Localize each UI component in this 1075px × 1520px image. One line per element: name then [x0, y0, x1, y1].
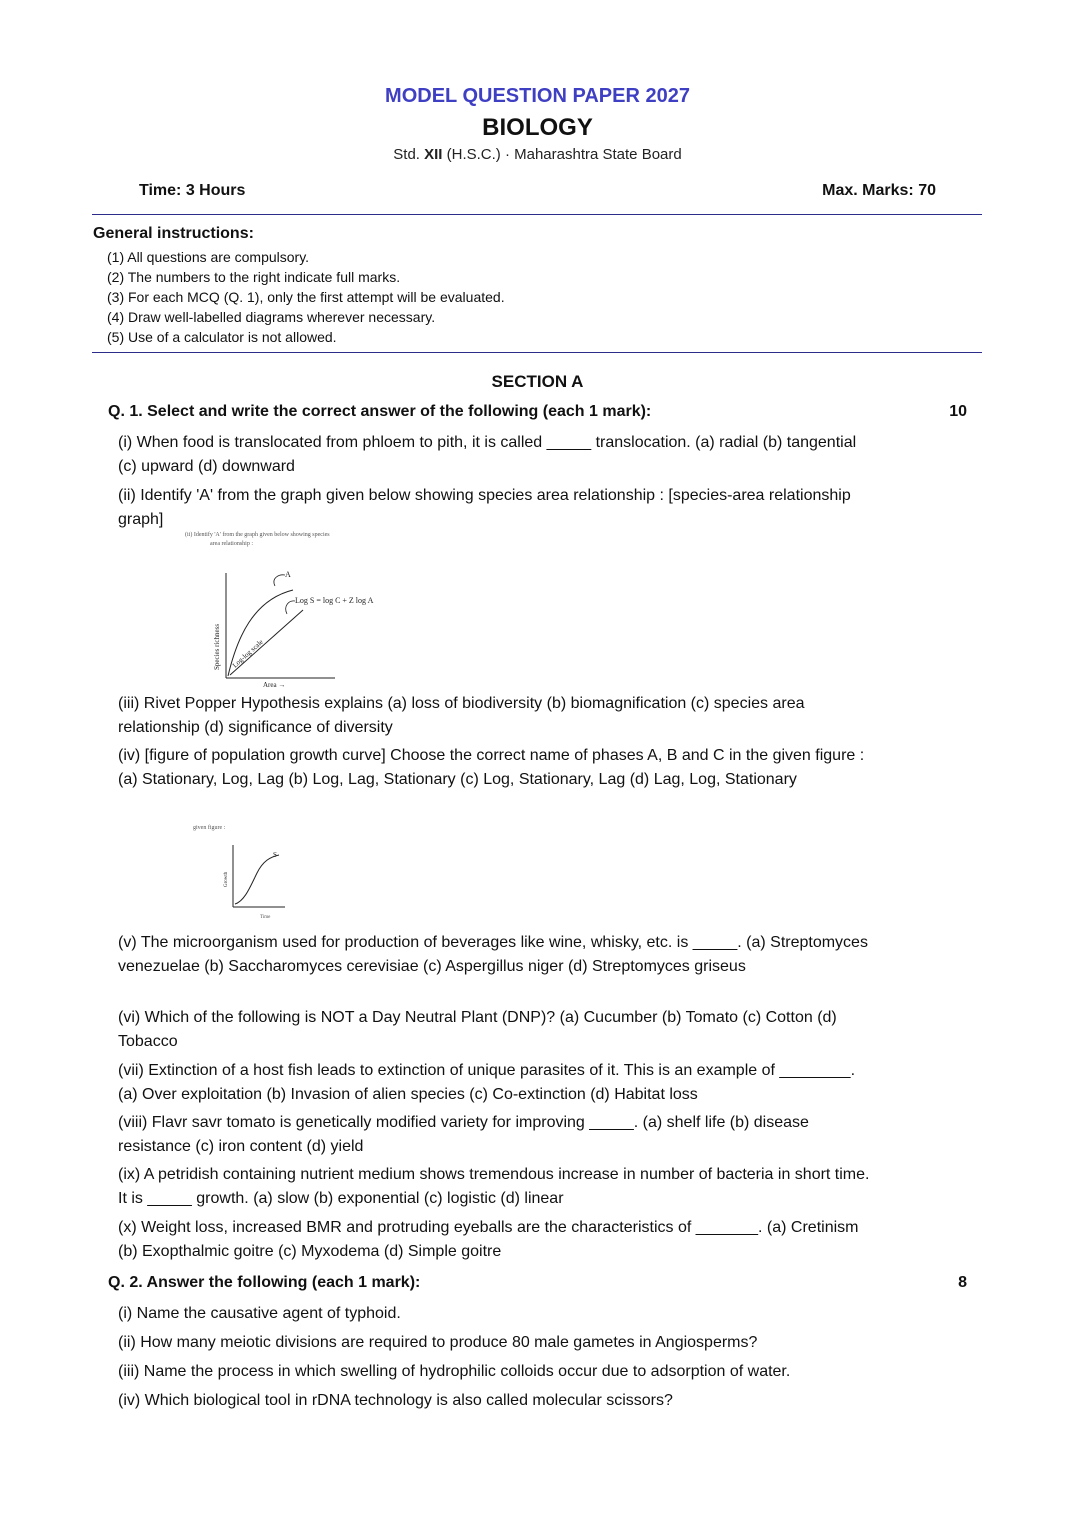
q1-item-vi: (vi) Which of the following is NOT a Day Neutral Plant (DNP)? (a) Cucumber (b) Tomato (c) Cotton (d) Tobacco: [118, 1009, 837, 1050]
q2-item-iv: (iv) Which biological tool in rDNA technology is also called molecular scissors?: [118, 1392, 673, 1409]
q2-item-i: (i) Name the causative agent of typhoid.: [118, 1305, 401, 1322]
figure-caption: (ii) Identify 'A' from the graph given below showing species: [185, 532, 330, 538]
instructions-list: [107, 247, 505, 347]
divider: [92, 352, 982, 353]
q2-item-ii: (ii) How many meiotic divisions are required to produce 80 male gametes in Angiosperms?: [118, 1334, 758, 1351]
q1-item-ix: (ix) A petridish containing nutrient medium shows tremendous increase in number of bacteria in short time. It is _____ growth. (a) slow (b) exponential (c) logistic (d) linear: [118, 1166, 870, 1207]
std-level: XII: [424, 146, 443, 163]
q2-item-iii: (iii) Name the process in which swelling of hydrophilic colloids occur due to adsorption of water.: [118, 1363, 791, 1380]
point-s-label: S: [273, 851, 277, 859]
instruction-item: (5) Use of a calculator is not allowed.: [107, 329, 337, 345]
time-label: Time: 3 Hours: [139, 182, 246, 199]
instruction-item: (4) Draw well-labelled diagrams wherever necessary.: [107, 309, 436, 325]
q1-item-iii: (iii) Rivet Popper Hypothesis explains (a) loss of biodiversity (b) biomagnification (c) species area relationship (d) significance of diversity: [118, 695, 805, 736]
q1-item-vii: (vii) Extinction of a host fish leads to extinction of unique parasites of it. This is an example of ________. (a) Over exploitation (b) Invasion of alien species (c) Co-extinction (d) Habitat loss: [118, 1062, 856, 1103]
q1-item-ii: (ii) Identify 'A' from the graph given below showing species area relationship : [species-area relationship graph]: [118, 487, 851, 528]
question-2-heading: Q. 2. Answer the following (each 1 mark):: [108, 1274, 421, 1291]
divider: [92, 214, 982, 215]
x-axis-label: Time: [260, 915, 271, 920]
x-axis-label: Area →: [263, 681, 286, 688]
instruction-item: (2) The numbers to the right indicate full marks.: [107, 269, 401, 285]
instruction-item: (1) All questions are compulsory.: [107, 249, 310, 265]
instruction-item: (3) For each MCQ (Q. 1), only the first attempt will be evaluated.: [107, 289, 505, 305]
question-2-marks: 8: [958, 1274, 967, 1291]
q1-item-x: (x) Weight loss, increased BMR and protruding eyeballs are the characteristics of _______. (a) Cretinism (b) Exopthalmic goitre (c) Myxodema (d) Simple goitre: [118, 1219, 859, 1260]
q1-item-i: (i) When food is translocated from phloem to pith, it is called _____ translocation. (a) radial (b) tangential (c) upward (d) downward: [118, 434, 857, 475]
species-area-figure: [175, 528, 405, 688]
paper-title: MODEL QUESTION PAPER 2027: [385, 85, 690, 107]
figure-caption: given figure :: [193, 825, 226, 831]
instructions-heading: General instructions:: [93, 225, 254, 242]
question-1-marks: 10: [949, 403, 967, 420]
diagonal-label: Log-log scale: [230, 637, 265, 670]
subject-title: BIOLOGY: [482, 114, 593, 141]
species-area-graph: [175, 528, 405, 688]
y-axis-label: Species richness: [213, 623, 221, 670]
equation-label: Log S = log C + Z log A: [295, 596, 374, 605]
standard-line: [0, 146, 1075, 163]
point-a-label: A: [285, 570, 291, 579]
question-1-heading: Q. 1. Select and write the correct answer of the following (each 1 mark):: [108, 403, 652, 420]
y-axis-label: Growth: [224, 871, 229, 887]
std-board: (H.S.C.) · Maharashtra State Board: [442, 146, 682, 163]
max-marks-label: Max. Marks: 70: [822, 182, 936, 199]
q1-item-iv: (iv) [figure of population growth curve] Choose the correct name of phases A, B and C in the given figure : (a) Stationary, Log, Lag (b) Log, Lag, Stationary (c) Log, Stationary, Lag (d) Lag, Log, Stationary: [118, 747, 865, 788]
growth-curve-figure: [175, 815, 325, 923]
std-prefix: Std.: [393, 146, 425, 163]
section-title: SECTION A: [491, 372, 584, 391]
figure-caption: area relationship :: [210, 541, 253, 547]
q1-item-v: (v) The microorganism used for production of beverages like wine, whisky, etc. is _____. (a) Streptomyces venezuelae (b) Saccharomyces cerevisiae (c) Aspergillus niger (d) Streptomyces griseus: [118, 934, 868, 975]
q1-item-viii: (viii) Flavr savr tomato is genetically modified variety for improving _____. (a) shelf life (b) disease resistance (c) iron content (d) yield: [118, 1114, 809, 1155]
growth-curve-graph: [175, 815, 325, 923]
